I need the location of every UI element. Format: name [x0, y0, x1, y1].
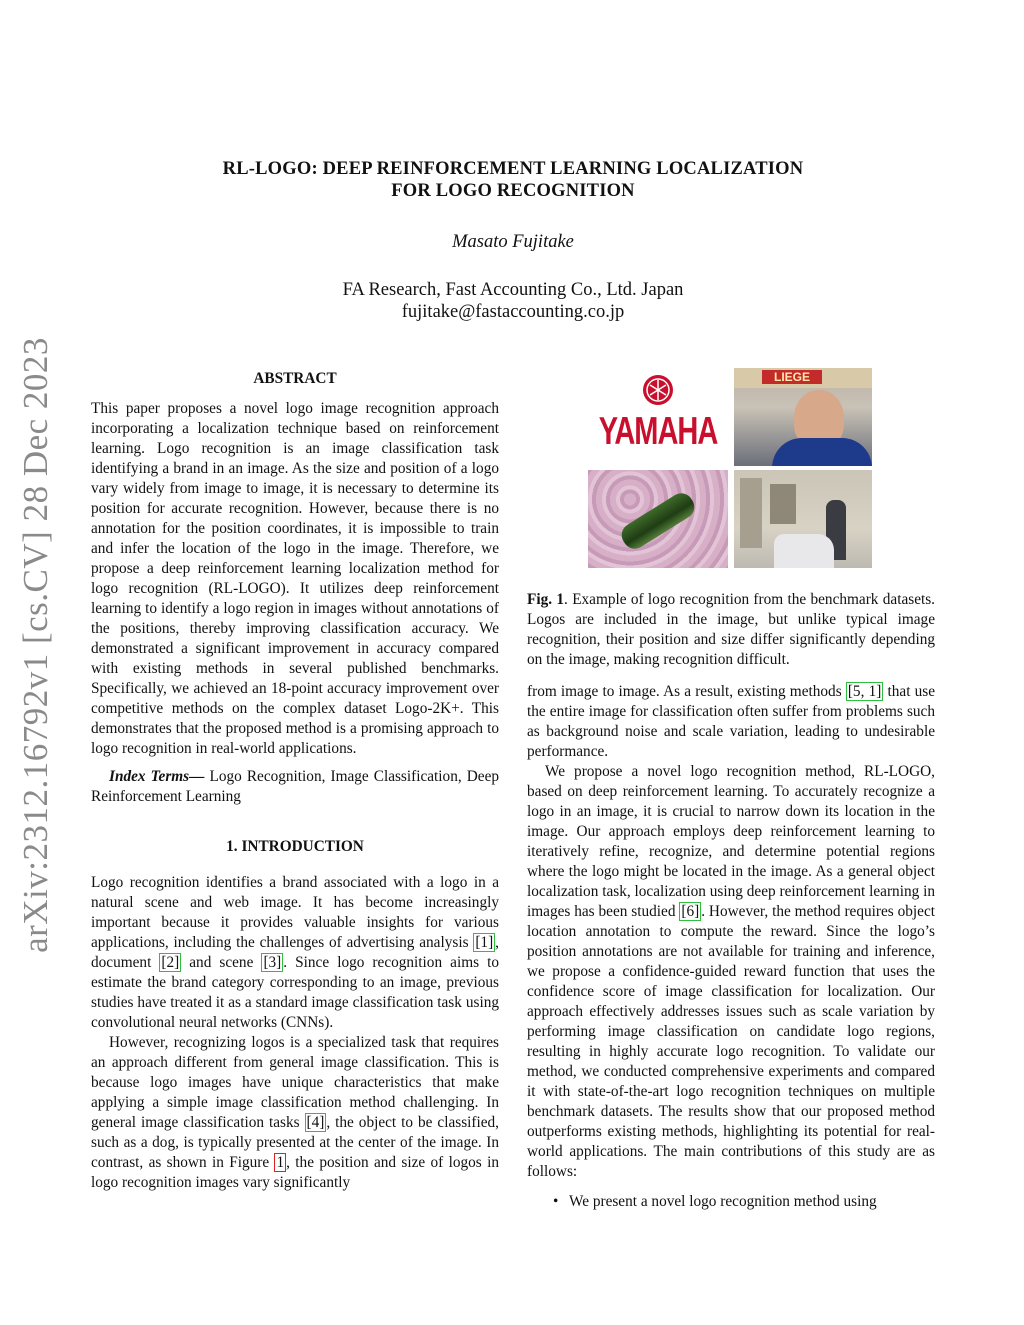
yamaha-logo-text: YAMAHA [598, 410, 718, 454]
right-p1-text-b: that use the entire image for classification often suffer from problems such as background noise and scale variation, leading to undesirable performance. [527, 683, 936, 760]
intro-p1-text-c: and scene [181, 954, 262, 971]
left-column [91, 369, 499, 1193]
contribution-text: We present a novel logo recognition method using [569, 1193, 877, 1210]
citation-1[interactable]: [1] [475, 934, 494, 951]
citation-6[interactable]: [6] [681, 903, 700, 920]
citation-3[interactable]: [3] [263, 954, 282, 971]
right-p2-text-b: . However, the method requires object location annotation to compute the reward. Since the logo’s position annotations are not available for training and inference, we propose a confidence-guided reward function that uses the confidence score of image classification for localization. Our approach effectively addresses issues such as scale variation by performing image classification on candidate logo regions, resulting in highly accurate logo recognition. To validate our method, we conducted comprehensive experiments and compared it with state-of-the-art logo recognition techniques on multiple benchmark datasets. The results show that our proposed method outperforms existing methods, highlighting its potential for real-world applications. The main contributions of this study are as follows: [527, 903, 935, 1180]
figure-caption [527, 590, 935, 670]
citation-5[interactable]: [5, 1] [847, 683, 882, 700]
intro-paragraph-2 [91, 1033, 499, 1193]
intro-heading: 1. INTRODUCTION [226, 838, 364, 855]
index-terms-text: Logo Recognition, Image Classification, Deep Reinforcement Learning [91, 768, 500, 805]
affiliation: FA Research, Fast Accounting Co., Ltd. Japan [342, 280, 684, 300]
paper-title [100, 158, 926, 202]
right-p1-text-a: from image to image. As a result, existing methods [527, 683, 846, 700]
intro-p1-text-a: Logo recognition identifies a brand associated with a logo in a natural scene and web image. It has become increasingly important because it provides valuable insights for various applications, including the challenges of advertising analysis [91, 874, 499, 951]
arxiv-watermark [14, 337, 58, 953]
citation-4[interactable]: [4] [306, 1114, 325, 1131]
yamaha-logo-image [588, 368, 728, 466]
arxiv-id: arXiv:2312.16792v1 [cs.CV] 28 Dec 2023 [16, 337, 55, 953]
street-photo [734, 470, 872, 568]
right-paragraph-1 [527, 682, 935, 762]
intro-p2-text-c: , the position and size of logos in logo recognition images vary significantly [91, 1154, 499, 1191]
contributions-list [527, 1192, 935, 1212]
contribution-item [527, 1192, 935, 1212]
intro-p1-text-b: , document [91, 934, 499, 971]
figure-caption-label: Fig. 1 [527, 591, 565, 608]
intro-p2-text-b: , the object to be classified, such as a dog, is typically presented at the center of the image. In contrast, as shown in Figure [91, 1114, 499, 1171]
bullet-icon: • [553, 1193, 559, 1210]
index-terms [91, 767, 499, 807]
intro-p1-text-d: . Since logo recognition aims to estimate the brand category corresponding to an image, previous studies have treated it as a standard image classification task using convolutional neural networks (CNNs). [91, 954, 499, 1031]
title-line-1: RL-LOGO: DEEP REINFORCEMENT LEARNING LOCALIZATION [222, 159, 804, 179]
index-terms-label: Index Terms— [109, 768, 205, 785]
beer-can-photo [588, 470, 728, 568]
right-column [527, 590, 935, 1212]
figure-1 [588, 368, 872, 568]
author-email: fujitake@fastaccounting.co.jp [401, 302, 625, 322]
abstract-heading: ABSTRACT [253, 370, 337, 387]
intro-p2-text-a: However, recognizing logos is a specialized task that requires an approach different from general image classification. This is because logo images have unique characteristics that make applying a simple image classification method challenging. In general image classification tasks [91, 1034, 499, 1131]
affiliation-block [100, 279, 926, 323]
abstract-text: This paper proposes a novel logo image recognition approach incorporating a localization technique based on reinforcement learning. Logo recognition is an image classification task identifying a brand in an image. As the size and position of a logo vary widely from image to image, it is necessary to determine its position for accurate recognition. However, because there is no annotation for the position coordinates, it is impossible to train and infer the location of the logo in the image. Therefore, we propose a deep reinforcement learning localization method for logo recognition (RL-LOGO). It utilizes deep reinforcement learning to identify a logo region in images without annotations of the positions, thereby improving classification accuracy. We demonstrated a significant improvement in accuracy compared with existing methods in several published benchmarks. Specifically, we achieved an 18-point accuracy improvement over competitive methods on the complex dataset Logo-2K+. This demonstrates that the proposed method is a promising approach to logo recognition in real-world applications. [91, 400, 499, 757]
title-line-2: FOR LOGO RECOGNITION [391, 181, 635, 201]
citation-2[interactable]: [2] [161, 954, 180, 971]
figure-1-link[interactable]: 1 [276, 1154, 285, 1171]
figure-caption-text: . Example of logo recognition from the benchmark datasets. Logos are included in the image, but unlike typical image recognition, their position and size differ significantly depending on the image, making recognition difficult. [527, 591, 936, 668]
author-name: Masato Fujitake [452, 232, 574, 252]
intro-paragraph-1 [91, 873, 499, 1033]
coach-photo [734, 368, 872, 466]
banner-text: LIEGE [762, 370, 822, 384]
right-paragraph-2 [527, 762, 935, 1182]
right-p2-text-a: We propose a novel logo recognition method, RL-LOGO, based on deep reinforcement learning. To accurately recognize a logo in an image, it is crucial to narrow down its location in the image. Our approach employs deep reinforcement learning to iteratively refine, recognize, and determine potential regions where the logo might be located in the image. As a general object localization task, localization using deep reinforcement learning in images has been studied [527, 763, 935, 920]
